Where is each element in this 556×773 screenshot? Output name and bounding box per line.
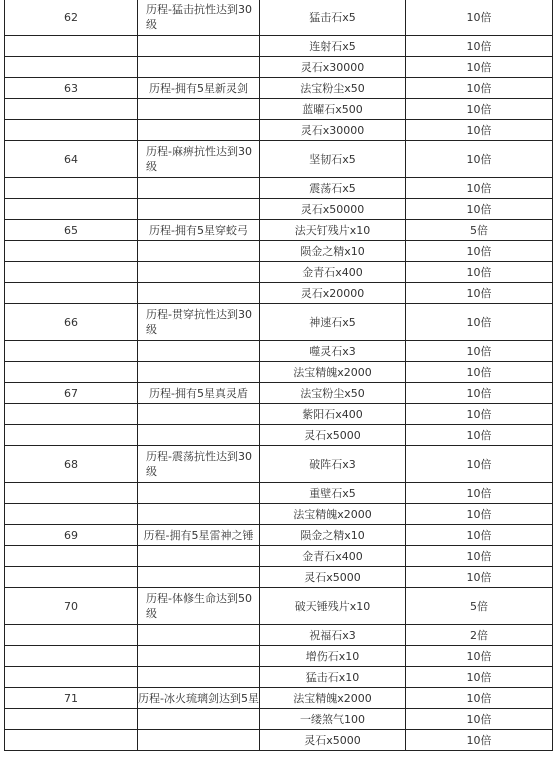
multiplier-cell: 5倍 <box>406 220 553 241</box>
row-number-cell <box>5 646 138 667</box>
reward-item-cell: 灵石x5000 <box>260 730 406 751</box>
row-number-cell <box>5 178 138 199</box>
multiplier-cell: 10倍 <box>406 504 553 525</box>
condition-cell <box>138 567 260 588</box>
multiplier-cell: 10倍 <box>406 341 553 362</box>
row-number-cell <box>5 730 138 751</box>
reward-item-cell: 重壁石x5 <box>260 483 406 504</box>
table-row <box>5 567 553 588</box>
row-number-cell <box>5 99 138 120</box>
condition-cell: 历程-拥有5星新灵剑 <box>138 78 260 99</box>
reward-table-body <box>5 0 553 751</box>
reward-item-cell: 法天钉残片x10 <box>260 220 406 241</box>
table-row <box>5 36 553 57</box>
row-number-cell <box>5 57 138 78</box>
table-row <box>5 546 553 567</box>
table-row <box>5 0 553 36</box>
table-row <box>5 220 553 241</box>
row-number-cell <box>5 362 138 383</box>
row-number-cell: 66 <box>5 304 138 341</box>
table-row <box>5 625 553 646</box>
condition-cell <box>138 178 260 199</box>
condition-cell <box>138 57 260 78</box>
condition-cell <box>138 646 260 667</box>
reward-item-cell: 猛击石x10 <box>260 667 406 688</box>
condition-cell <box>138 341 260 362</box>
condition-cell <box>138 120 260 141</box>
row-number-cell <box>5 36 138 57</box>
table-row <box>5 446 553 483</box>
row-number-cell <box>5 283 138 304</box>
row-number-cell <box>5 120 138 141</box>
row-number-cell <box>5 709 138 730</box>
reward-item-cell: 灵石x30000 <box>260 120 406 141</box>
condition-cell <box>138 241 260 262</box>
multiplier-cell: 10倍 <box>406 362 553 383</box>
reward-item-cell: 灵石x5000 <box>260 425 406 446</box>
table-row <box>5 283 553 304</box>
condition-cell <box>138 425 260 446</box>
condition-cell <box>138 99 260 120</box>
multiplier-cell: 10倍 <box>406 730 553 751</box>
condition-cell: 历程-冰火琉璃剑达到5星 <box>138 688 260 709</box>
multiplier-cell: 10倍 <box>406 483 553 504</box>
condition-cell <box>138 667 260 688</box>
table-row <box>5 483 553 504</box>
multiplier-cell: 10倍 <box>406 688 553 709</box>
multiplier-cell: 10倍 <box>406 78 553 99</box>
reward-item-cell: 连射石x5 <box>260 36 406 57</box>
multiplier-cell: 10倍 <box>406 241 553 262</box>
reward-item-cell: 法宝精魄x2000 <box>260 362 406 383</box>
row-number-cell <box>5 341 138 362</box>
table-row <box>5 667 553 688</box>
reward-item-cell: 蓝曜石x500 <box>260 99 406 120</box>
row-number-cell <box>5 241 138 262</box>
row-number-cell: 68 <box>5 446 138 483</box>
reward-item-cell: 灵石x20000 <box>260 283 406 304</box>
multiplier-cell: 10倍 <box>406 99 553 120</box>
table-row <box>5 262 553 283</box>
row-number-cell <box>5 404 138 425</box>
condition-cell <box>138 730 260 751</box>
row-number-cell: 69 <box>5 525 138 546</box>
multiplier-cell: 10倍 <box>406 36 553 57</box>
table-row <box>5 425 553 446</box>
condition-cell <box>138 483 260 504</box>
table-row <box>5 99 553 120</box>
reward-item-cell: 猛击石x5 <box>260 0 406 36</box>
multiplier-cell: 10倍 <box>406 141 553 178</box>
multiplier-cell: 10倍 <box>406 383 553 404</box>
table-row <box>5 141 553 178</box>
condition-cell <box>138 504 260 525</box>
multiplier-cell: 10倍 <box>406 567 553 588</box>
table-row <box>5 78 553 99</box>
multiplier-cell: 10倍 <box>406 646 553 667</box>
row-number-cell <box>5 262 138 283</box>
reward-item-cell: 震荡石x5 <box>260 178 406 199</box>
row-number-cell: 64 <box>5 141 138 178</box>
reward-item-cell: 破天锤残片x10 <box>260 588 406 625</box>
row-number-cell <box>5 567 138 588</box>
condition-cell <box>138 546 260 567</box>
reward-item-cell: 增伤石x10 <box>260 646 406 667</box>
table-row <box>5 383 553 404</box>
reward-item-cell: 金青石x400 <box>260 546 406 567</box>
reward-item-cell: 紫阳石x400 <box>260 404 406 425</box>
condition-cell <box>138 404 260 425</box>
multiplier-cell: 10倍 <box>406 525 553 546</box>
table-row <box>5 241 553 262</box>
row-number-cell <box>5 483 138 504</box>
condition-cell <box>138 199 260 220</box>
row-number-cell: 71 <box>5 688 138 709</box>
multiplier-cell: 10倍 <box>406 446 553 483</box>
table-row <box>5 709 553 730</box>
multiplier-cell: 10倍 <box>406 425 553 446</box>
row-number-cell <box>5 199 138 220</box>
reward-item-cell: 法宝粉尘x50 <box>260 383 406 404</box>
reward-item-cell: 灵石x30000 <box>260 57 406 78</box>
multiplier-cell: 10倍 <box>406 709 553 730</box>
table-row <box>5 646 553 667</box>
table-row <box>5 362 553 383</box>
condition-cell <box>138 709 260 730</box>
reward-item-cell: 陨金之精x10 <box>260 241 406 262</box>
reward-item-cell: 灵石x50000 <box>260 199 406 220</box>
multiplier-cell: 10倍 <box>406 199 553 220</box>
condition-cell: 历程-拥有5星穿蛟弓 <box>138 220 260 241</box>
multiplier-cell: 10倍 <box>406 0 553 36</box>
table-row <box>5 730 553 751</box>
condition-cell <box>138 362 260 383</box>
table-row <box>5 178 553 199</box>
multiplier-cell: 10倍 <box>406 546 553 567</box>
multiplier-cell: 10倍 <box>406 283 553 304</box>
reward-item-cell: 法宝精魄x2000 <box>260 504 406 525</box>
table-row <box>5 304 553 341</box>
reward-item-cell: 破阵石x3 <box>260 446 406 483</box>
row-number-cell <box>5 546 138 567</box>
condition-cell <box>138 625 260 646</box>
reward-item-cell: 陨金之精x10 <box>260 525 406 546</box>
condition-cell <box>138 36 260 57</box>
row-number-cell <box>5 667 138 688</box>
multiplier-cell: 10倍 <box>406 120 553 141</box>
condition-cell <box>138 283 260 304</box>
reward-item-cell: 金青石x400 <box>260 262 406 283</box>
condition-cell: 历程-震荡抗性达到30级 <box>138 446 260 483</box>
multiplier-cell: 10倍 <box>406 304 553 341</box>
condition-cell: 历程-贯穿抗性达到30级 <box>138 304 260 341</box>
row-number-cell <box>5 625 138 646</box>
row-number-cell <box>5 504 138 525</box>
multiplier-cell: 5倍 <box>406 588 553 625</box>
table-row <box>5 404 553 425</box>
multiplier-cell: 10倍 <box>406 404 553 425</box>
table-row <box>5 199 553 220</box>
table-row <box>5 504 553 525</box>
condition-cell: 历程-拥有5星真灵盾 <box>138 383 260 404</box>
table-row <box>5 588 553 625</box>
table-row <box>5 525 553 546</box>
reward-item-cell: 噬灵石x3 <box>260 341 406 362</box>
row-number-cell: 63 <box>5 78 138 99</box>
multiplier-cell: 10倍 <box>406 667 553 688</box>
reward-table <box>4 0 553 751</box>
row-number-cell: 70 <box>5 588 138 625</box>
condition-cell: 历程-体修生命达到50级 <box>138 588 260 625</box>
row-number-cell: 67 <box>5 383 138 404</box>
row-number-cell: 62 <box>5 0 138 36</box>
reward-item-cell: 一缕煞气100 <box>260 709 406 730</box>
row-number-cell <box>5 425 138 446</box>
reward-item-cell: 法宝粉尘x50 <box>260 78 406 99</box>
reward-item-cell: 灵石x5000 <box>260 567 406 588</box>
table-row <box>5 341 553 362</box>
multiplier-cell: 10倍 <box>406 178 553 199</box>
reward-item-cell: 神速石x5 <box>260 304 406 341</box>
condition-cell: 历程-拥有5星雷神之锤 <box>138 525 260 546</box>
condition-cell <box>138 262 260 283</box>
multiplier-cell: 10倍 <box>406 262 553 283</box>
multiplier-cell: 10倍 <box>406 57 553 78</box>
table-row <box>5 57 553 78</box>
reward-item-cell: 祝福石x3 <box>260 625 406 646</box>
table-row <box>5 120 553 141</box>
condition-cell: 历程-麻痹抗性达到30级 <box>138 141 260 178</box>
reward-item-cell: 法宝精魄x2000 <box>260 688 406 709</box>
table-row <box>5 688 553 709</box>
multiplier-cell: 2倍 <box>406 625 553 646</box>
row-number-cell: 65 <box>5 220 138 241</box>
condition-cell: 历程-猛击抗性达到30级 <box>138 0 260 36</box>
reward-item-cell: 坚韧石x5 <box>260 141 406 178</box>
